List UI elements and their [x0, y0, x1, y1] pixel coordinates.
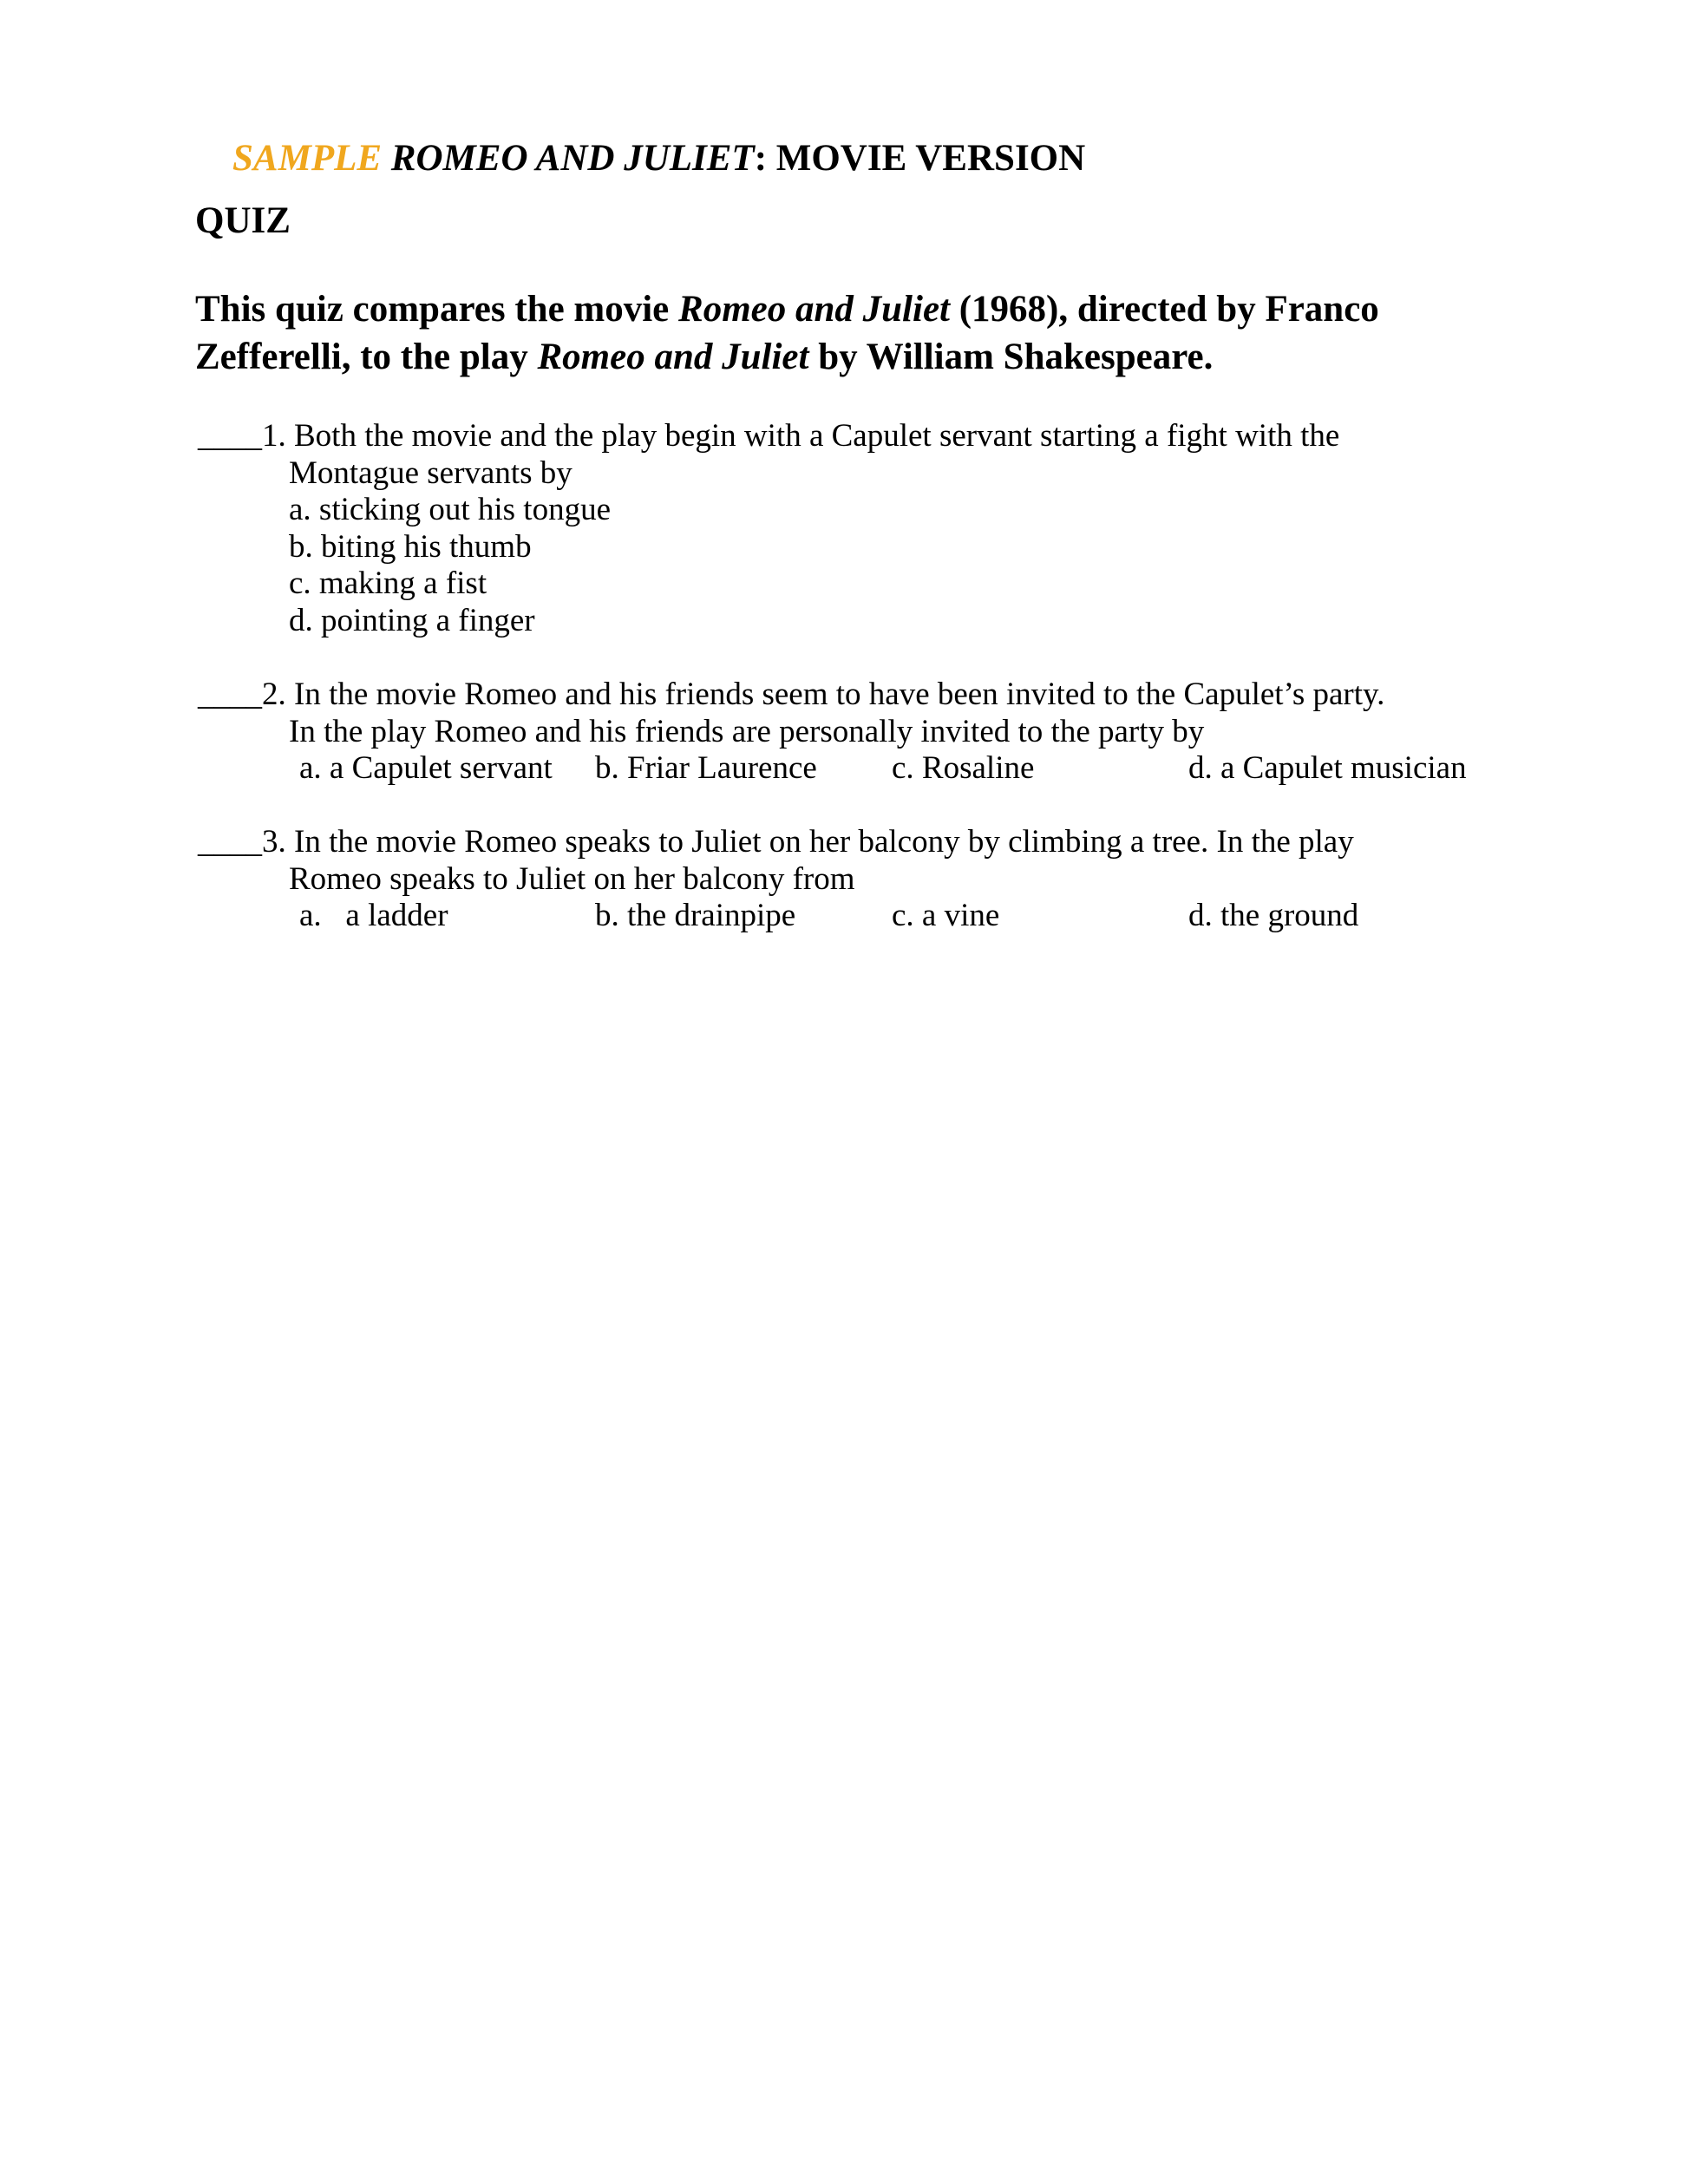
title-italic-text: ROMEO AND JULIET: [390, 138, 755, 179]
intro-line1-italic: Romeo and Juliet: [678, 289, 950, 330]
question-3-blank-and-number: ____3.: [198, 824, 294, 860]
question-1-option-d: d. pointing a finger: [289, 602, 535, 638]
question-2-option-c: c. Rosaline: [892, 750, 1035, 786]
question-2-options-row: [198, 750, 1551, 788]
question-2-option-b: b. Friar Laurence: [595, 750, 817, 786]
question-1-line-1: [198, 418, 1551, 455]
intro-line2-italic: Romeo and Juliet: [537, 337, 809, 377]
question-1-option-b: b. biting his thumb: [289, 528, 532, 565]
intro-line1-pre: This quiz compares the movie: [195, 289, 679, 330]
question-3-line-2: Romeo speaks to Juliet on her balcony from: [289, 860, 855, 897]
question-3-line-1: [198, 824, 1551, 861]
question-3-options-row: [198, 898, 1551, 935]
intro-line2-pre: Zefferelli, to the play: [195, 337, 538, 377]
question-2-line-1: [198, 677, 1551, 714]
question-3-option-b: b. the drainpipe: [595, 898, 796, 933]
intro-line-1: [195, 285, 1379, 333]
question-2-blank-and-number: ____2.: [198, 677, 294, 712]
question-2-option-a: a. a Capulet servant: [299, 750, 553, 786]
intro-paragraph: [195, 285, 1379, 381]
question-2-line-2: In the play Romeo and his friends are personally invited to the party by: [289, 713, 1205, 749]
question-2: [198, 677, 1551, 788]
title-suffix-text: : MOVIE VERSION: [754, 138, 1086, 179]
question-3: [198, 824, 1551, 935]
question-3-option-d: d. the ground: [1188, 898, 1359, 933]
question-1-text: Both the movie and the play begin with a Capulet servant starting a fight with the: [294, 418, 1340, 454]
question-1-line-2: Montague servants by: [289, 454, 572, 491]
question-3-option-c: c. a vine: [892, 898, 1000, 933]
quiz-heading: QUIZ: [195, 200, 291, 241]
sample-watermark-text: SAMPLE: [232, 138, 391, 179]
question-2-option-d: d. a Capulet musician: [1188, 750, 1467, 786]
question-1-blank-and-number: ____1.: [198, 418, 294, 454]
question-2-text: In the movie Romeo and his friends seem to have been invited to the Capulet’s party.: [294, 677, 1385, 712]
question-3-option-a: a. a ladder: [299, 898, 448, 933]
question-1-option-a: a. sticking out his tongue: [289, 492, 611, 527]
question-1-option-c: c. making a fist: [289, 566, 487, 601]
document-title: [195, 102, 1085, 214]
question-1: [198, 418, 1551, 639]
intro-line-2: [195, 333, 1379, 381]
question-3-text: In the movie Romeo speaks to Juliet on her balcony by climbing a tree. In the play: [294, 824, 1354, 860]
intro-line2-post: by William Shakespeare.: [808, 337, 1214, 377]
intro-line1-post: (1968), directed by Franco: [949, 289, 1379, 330]
